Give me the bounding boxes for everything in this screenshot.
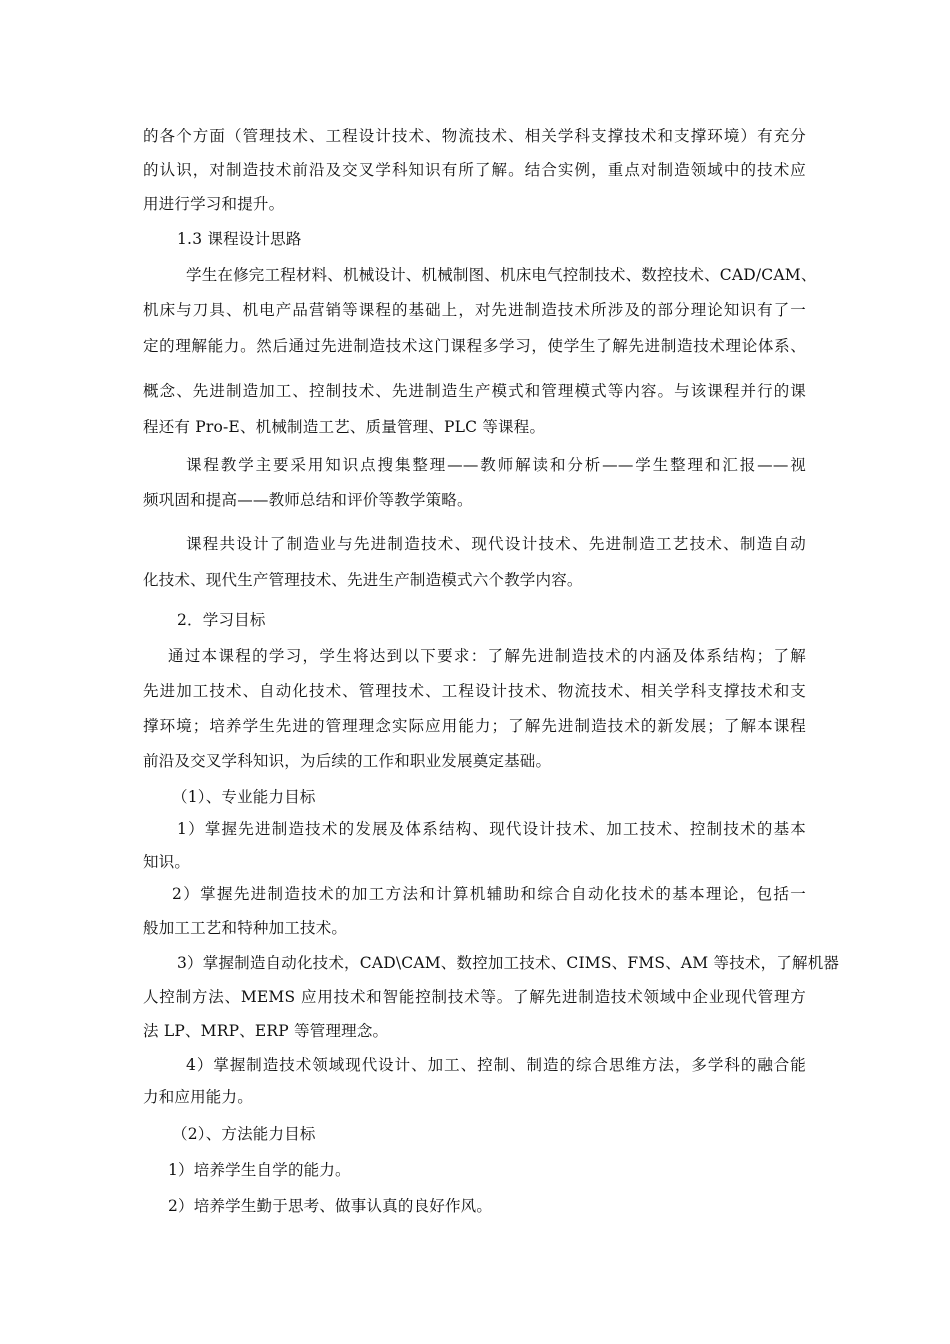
body-text-line: 撑环境；培养学生先进的管理理念实际应用能力；了解先进制造技术的新发展；了解本课程 <box>143 717 806 735</box>
body-text-line: 用进行学习和提升。 <box>143 195 285 213</box>
body-text-line: 的认识，对制造技术前沿及交叉学科知识有所了解。结合实例，重点对制造领域中的技术应 <box>143 161 806 179</box>
body-text-line: 人控制方法、MEMS 应用技术和智能控制技术等。了解先进制造技术领域中企业现代管理方 <box>143 988 806 1006</box>
body-text-line: 1）培养学生自学的能力。 <box>168 1161 351 1179</box>
body-text-line: 知识。 <box>143 853 191 871</box>
body-text-line: 3）掌握制造自动化技术，CAD\CAM、数控加工技术、CIMS、FMS、AM 等技术，了解机器 <box>177 954 840 972</box>
section-heading: 1.3 课程设计思路 <box>177 230 302 248</box>
body-text-line: 课程教学主要采用知识点搜集整理——教师解读和分析——学生整理和汇报——视 <box>186 456 806 474</box>
body-text-line: 定的理解能力。然后通过先进制造技术这门课程多学习，使学生了解先进制造技术理论体系、 <box>143 337 806 355</box>
body-text-line: 力和应用能力。 <box>143 1088 253 1106</box>
body-text-line: 课程共设计了制造业与先进制造技术、现代设计技术、先进制造工艺技术、制造自动 <box>186 535 806 553</box>
body-text-line: 般加工工艺和特种加工技术。 <box>143 919 348 937</box>
body-text-line: 前沿及交叉学科知识，为后续的工作和职业发展奠定基础。 <box>143 752 552 770</box>
body-text-line: 化技术、现代生产管理技术、先进生产制造模式六个教学内容。 <box>143 571 583 589</box>
body-text-line: 先进加工技术、自动化技术、管理技术、工程设计技术、物流技术、相关学科支撑技术和支 <box>143 682 806 700</box>
body-text-line: 2）掌握先进制造技术的加工方法和计算机辅助和综合自动化技术的基本理论，包括一 <box>172 885 806 903</box>
subsection-heading: （2）、方法能力目标 <box>172 1125 316 1143</box>
body-text-line: 学生在修完工程材料、机械设计、机械制图、机床电气控制技术、数控技术、CAD/CAM、 <box>186 266 817 284</box>
body-text-line: 程还有 Pro-E、机械制造工艺、质量管理、PLC 等课程。 <box>143 418 546 436</box>
body-text-line: 频巩固和提高——教师总结和评价等教学策略。 <box>143 491 473 509</box>
body-text-line: 的各个方面（管理技术、工程设计技术、物流技术、相关学科支撑技术和支撑环境）有充分 <box>143 127 806 145</box>
subsection-heading: （1）、专业能力目标 <box>172 788 316 806</box>
body-text-line: 概念、先进制造加工、控制技术、先进制造生产模式和管理模式等内容。与该课程并行的课 <box>143 382 806 400</box>
body-text-line: 4）掌握制造技术领域现代设计、加工、控制、制造的综合思维方法，多学科的融合能 <box>186 1056 806 1074</box>
section-heading: 2．学习目标 <box>177 611 266 629</box>
body-text-line: 通过本课程的学习，学生将达到以下要求：了解先进制造技术的内涵及体系结构；了解 <box>168 647 806 665</box>
body-text-line: 2）培养学生勤于思考、做事认真的良好作风。 <box>168 1197 493 1215</box>
body-text-line: 机床与刀具、机电产品营销等课程的基础上，对先进制造技术所涉及的部分理论知识有了一 <box>143 301 806 319</box>
body-text-line: 1）掌握先进制造技术的发展及体系结构、现代设计技术、加工技术、控制技术的基本 <box>177 820 806 838</box>
body-text-line: 法 LP、MRP、ERP 等管理理念。 <box>143 1022 389 1040</box>
